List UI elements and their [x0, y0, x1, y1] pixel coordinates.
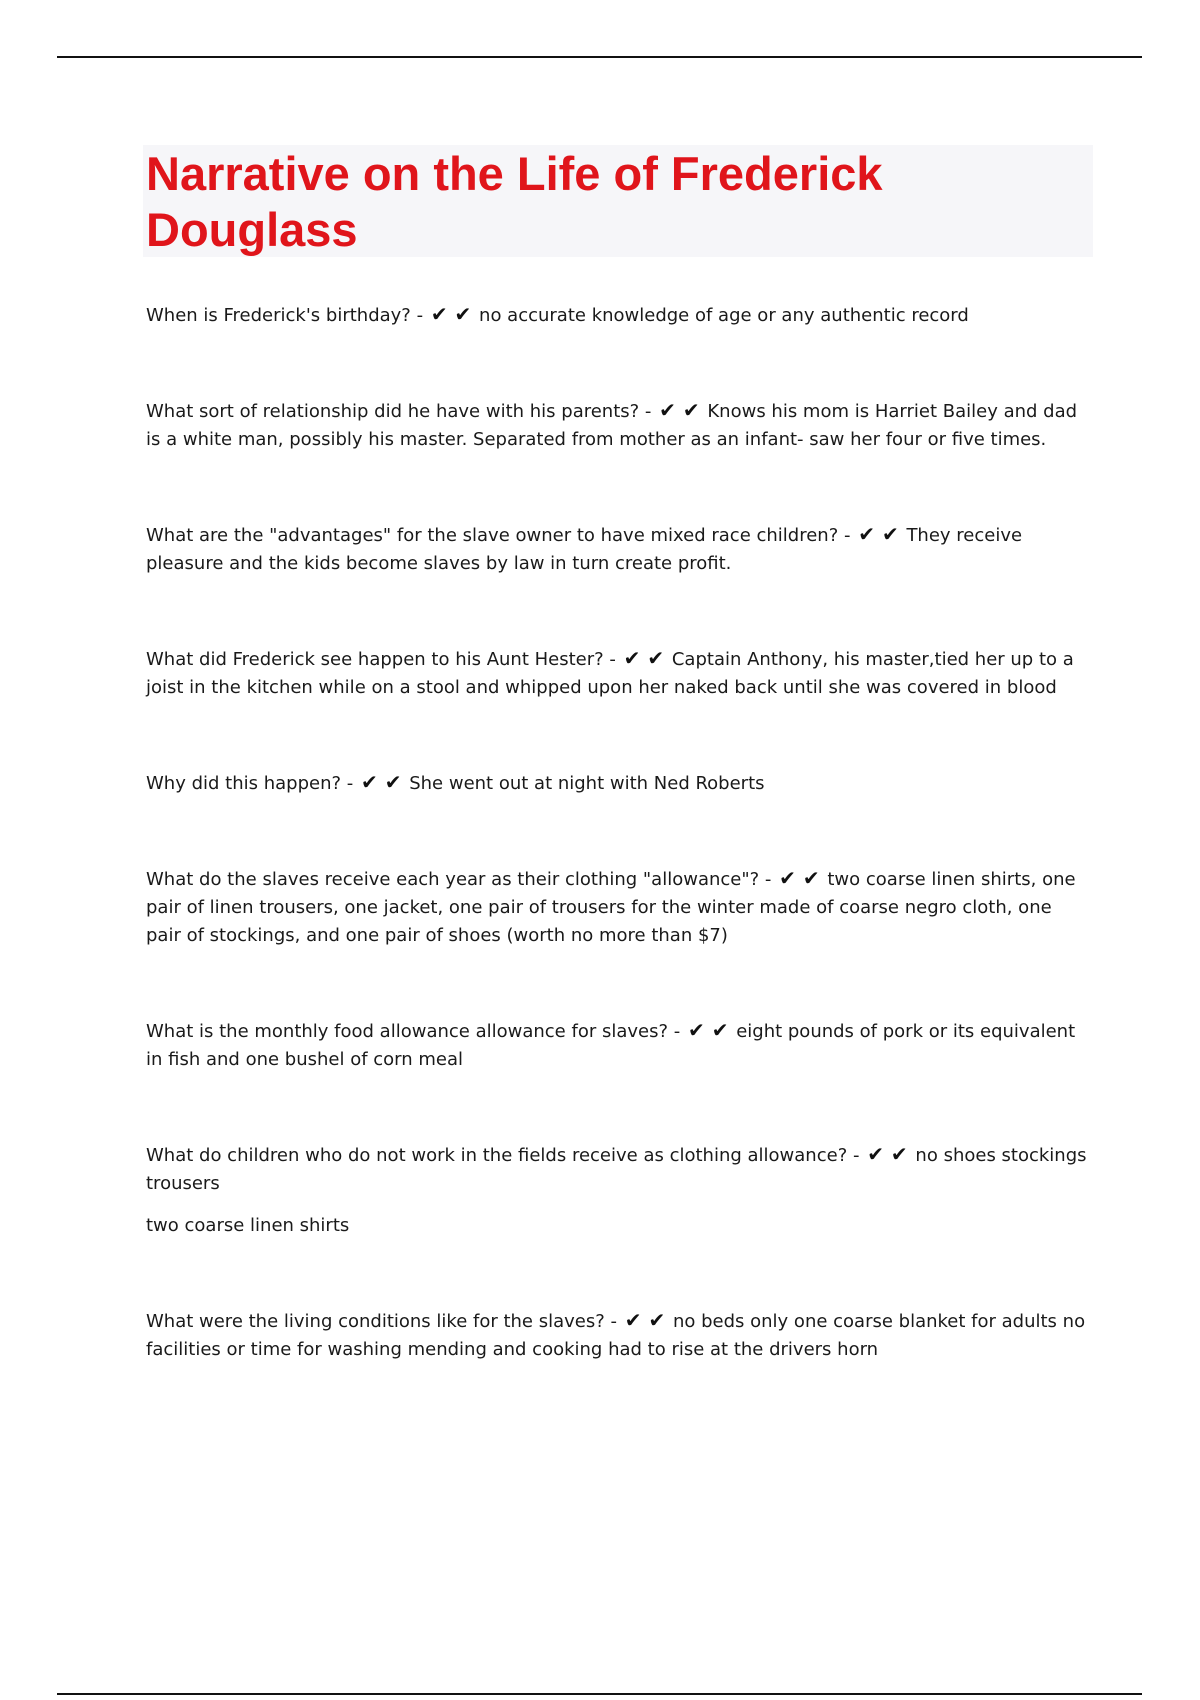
question-text: What sort of relationship did he have with his parents? - [146, 401, 652, 422]
check-icon: ✔ ✔ [430, 302, 472, 326]
answer-text: no beds only one coarse blanket for adults no facilities or time for washing mending and cooking had to rise at the drivers horn [146, 1311, 1086, 1360]
question-text: When is Frederick's birthday? - [146, 305, 424, 326]
check-icon: ✔ ✔ [623, 646, 665, 670]
qa-item [146, 1140, 1091, 1240]
answer-text: She went out at night with Ned Roberts [409, 773, 765, 794]
document-title: Narrative on the Life of Frederick Douglass [146, 147, 883, 256]
top-rule [57, 56, 1142, 58]
qa-item [146, 396, 1091, 454]
qa-item [146, 1306, 1091, 1364]
check-icon: ✔ ✔ [361, 770, 402, 794]
qa-item [146, 644, 1091, 702]
qa-item [146, 300, 1091, 330]
check-icon: ✔ ✔ [779, 866, 820, 890]
bottom-rule [57, 1693, 1142, 1695]
qa-item [146, 768, 1091, 798]
answer-continuation: two coarse linen shirts [146, 1215, 350, 1236]
qa-item [146, 520, 1091, 578]
question-text: What were the living conditions like for the slaves? - [146, 1311, 618, 1332]
question-text: What do children who do not work in the fields receive as clothing allowance? - [146, 1145, 860, 1166]
question-text: Why did this happen? - [146, 773, 354, 794]
check-icon: ✔ ✔ [867, 1142, 908, 1166]
question-text: What are the "advantages" for the slave owner to have mixed race children? - [146, 525, 851, 546]
qa-item [146, 864, 1091, 950]
check-icon: ✔ ✔ [659, 398, 700, 422]
check-icon: ✔ ✔ [624, 1308, 666, 1332]
question-text: What do the slaves receive each year as their clothing "allowance"? - [146, 869, 772, 890]
question-text: What is the monthly food allowance allowance for slaves? - [146, 1021, 681, 1042]
qa-item [146, 1016, 1091, 1074]
check-icon: ✔ ✔ [687, 1018, 729, 1042]
answer-text: Captain Anthony, his master,tied her up to a joist in the kitchen while on a stool and whipped upon her naked back until she was covered in blood [146, 649, 1074, 698]
answer-text: no accurate knowledge of age or any authentic record [479, 305, 969, 326]
qa-list [146, 300, 1091, 1430]
answer-text: They receive pleasure and the kids become slaves by law in turn create profit. [146, 525, 1023, 574]
question-text: What did Frederick see happen to his Aunt Hester? - [146, 649, 616, 670]
answer-text: eight pounds of pork or its equivalent in fish and one bushel of corn meal [146, 1021, 1076, 1070]
answer-text: no shoes stockings trousers [146, 1145, 1087, 1194]
answer-text: Knows his mom is Harriet Bailey and dad is a white man, possibly his master. Separated from mother as an infant- saw her four or five times. [146, 401, 1078, 450]
check-icon: ✔ ✔ [858, 522, 899, 546]
answer-text: two coarse linen shirts, one pair of linen trousers, one jacket, one pair of trousers for the winter made of coarse negro cloth, one pair of stockings, and one pair of shoes (worth no more than $7) [146, 869, 1076, 946]
